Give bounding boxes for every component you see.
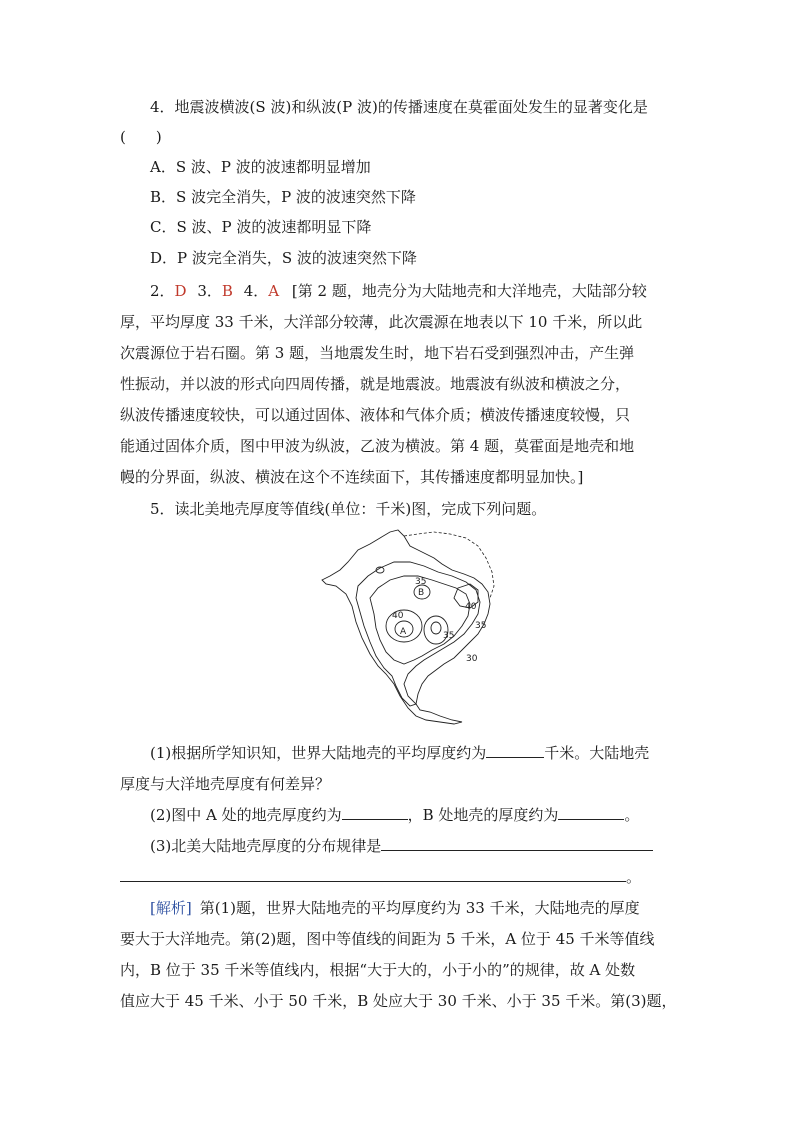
q5-stem: 5．读北美地壳厚度等值线(单位：千米)图，完成下列问题。 xyxy=(150,500,547,518)
q5-sub2-text: ，B 处地壳的厚度约为 xyxy=(407,806,559,824)
answer-blank[interactable] xyxy=(120,866,626,882)
answer-explain-line: [第 2 题，地壳分为大陆地壳和大洋地壳，大陆部分较 xyxy=(291,282,647,300)
analysis-line1 xyxy=(150,897,640,919)
q5-sub2-text: 。 xyxy=(624,806,640,824)
answer-explain-line: 性振动，并以波的形式向四周传播，就是地震波。地震波有纵波和横波之分， xyxy=(120,375,631,393)
q4-option-d: D．P 波完全消失，S 波的波速突然下降 xyxy=(150,249,417,267)
answer-2-number: 2． xyxy=(150,282,175,300)
q4-stem-line2: ( ) xyxy=(120,128,162,146)
answer-3-value: B xyxy=(221,282,233,300)
analysis-line2: 要大于大洋地壳。第(2)题，图中等值线的间距为 5 千米，A 位于 45 千米等值线 xyxy=(120,930,655,948)
q5-sub1-line1 xyxy=(150,742,649,764)
answer-4-value: A xyxy=(268,282,280,300)
map-label-b: B xyxy=(418,588,425,598)
map-label-40-left: 40 xyxy=(392,611,404,621)
answer-2-value: D xyxy=(174,282,187,300)
answer-explain-line: 纵波传播速度较快，可以通过固体、液体和气体介质；横波传播速度较慢，只 xyxy=(120,406,631,424)
map-label-35-center: 35 xyxy=(443,631,455,641)
answer-blank[interactable] xyxy=(558,804,624,820)
answer-explain-line: 能通过固体介质，图中甲波为纵波，乙波为横波。第 4 题，莫霍面是地壳和地 xyxy=(120,437,635,455)
answer-4-number: 4． xyxy=(243,282,269,300)
analysis-line4: 值应大于 45 千米、小于 50 千米，B 处应大于 30 千米、小于 35 千米。第(3)题， xyxy=(120,992,677,1010)
map-label-30: 30 xyxy=(466,654,478,664)
q5-sub2 xyxy=(150,804,639,826)
answer-blank[interactable] xyxy=(486,742,544,758)
answer-explain-line: 厚，平均厚度 33 千米，大洋部分较薄，此次震源在地表以下 10 千米，所以此 xyxy=(120,313,643,331)
q4-option-b: B．S 波完全消失，P 波的波速突然下降 xyxy=(150,188,416,206)
q5-sub1-line2: 厚度与大洋地壳厚度有何差异？ xyxy=(120,775,331,793)
analysis-text: 第(1)题，世界大陆地壳的平均厚度约为 33 千米，大陆地壳的厚度 xyxy=(199,899,640,917)
q4-option-c: C．S 波、P 波的波速都明显下降 xyxy=(150,218,372,236)
q5-sub1-text: (1)根据所学知识知，世界大陆地壳的平均厚度约为 xyxy=(150,744,487,762)
analysis-tag: [解析] xyxy=(150,899,192,917)
q4-option-a: A．S 波、P 波的波速都明显增加 xyxy=(150,158,371,176)
q5-sub3 xyxy=(150,835,653,857)
answer-blank[interactable] xyxy=(342,804,408,820)
isoline-40-center xyxy=(431,622,441,634)
q4-stem-line1: 4．地震波横波(S 波)和纵波(P 波)的传播速度在莫霍面处发生的显著变化是 xyxy=(150,98,648,116)
map-label-b35: 35 xyxy=(415,577,427,587)
q5-sub1-text: 千米。大陆地壳 xyxy=(544,744,650,762)
q5-sub3-end: 。 xyxy=(626,868,642,886)
answers-line xyxy=(150,280,647,302)
q5-sub3-text: (3)北美大陆地壳厚度的分布规律是 xyxy=(150,837,382,855)
answer-explain-line: 次震源位于岩石圈。第 3 题，当地震发生时，地下岩石受到强烈冲击，产生弹 xyxy=(120,344,635,362)
answer-blank[interactable] xyxy=(381,835,653,851)
map-label-40-right: 40 xyxy=(465,602,477,612)
crust-thickness-map xyxy=(318,528,518,726)
q5-sub3-line2 xyxy=(120,866,641,888)
answer-3-number: 3． xyxy=(197,282,222,300)
map-label-35-right: 35 xyxy=(475,621,487,631)
analysis-line3: 内，B 位于 35 千米等值线内，根据“大于大的，小于小的”的规律，故 A 处数 xyxy=(120,961,636,979)
q5-sub2-text: (2)图中 A 处的地壳厚度约为 xyxy=(150,806,342,824)
map-label-a: A xyxy=(400,627,407,637)
answer-explain-line: 幔的分界面，纵波、横波在这个不连续面下，其传播速度都明显加快。] xyxy=(120,468,584,486)
